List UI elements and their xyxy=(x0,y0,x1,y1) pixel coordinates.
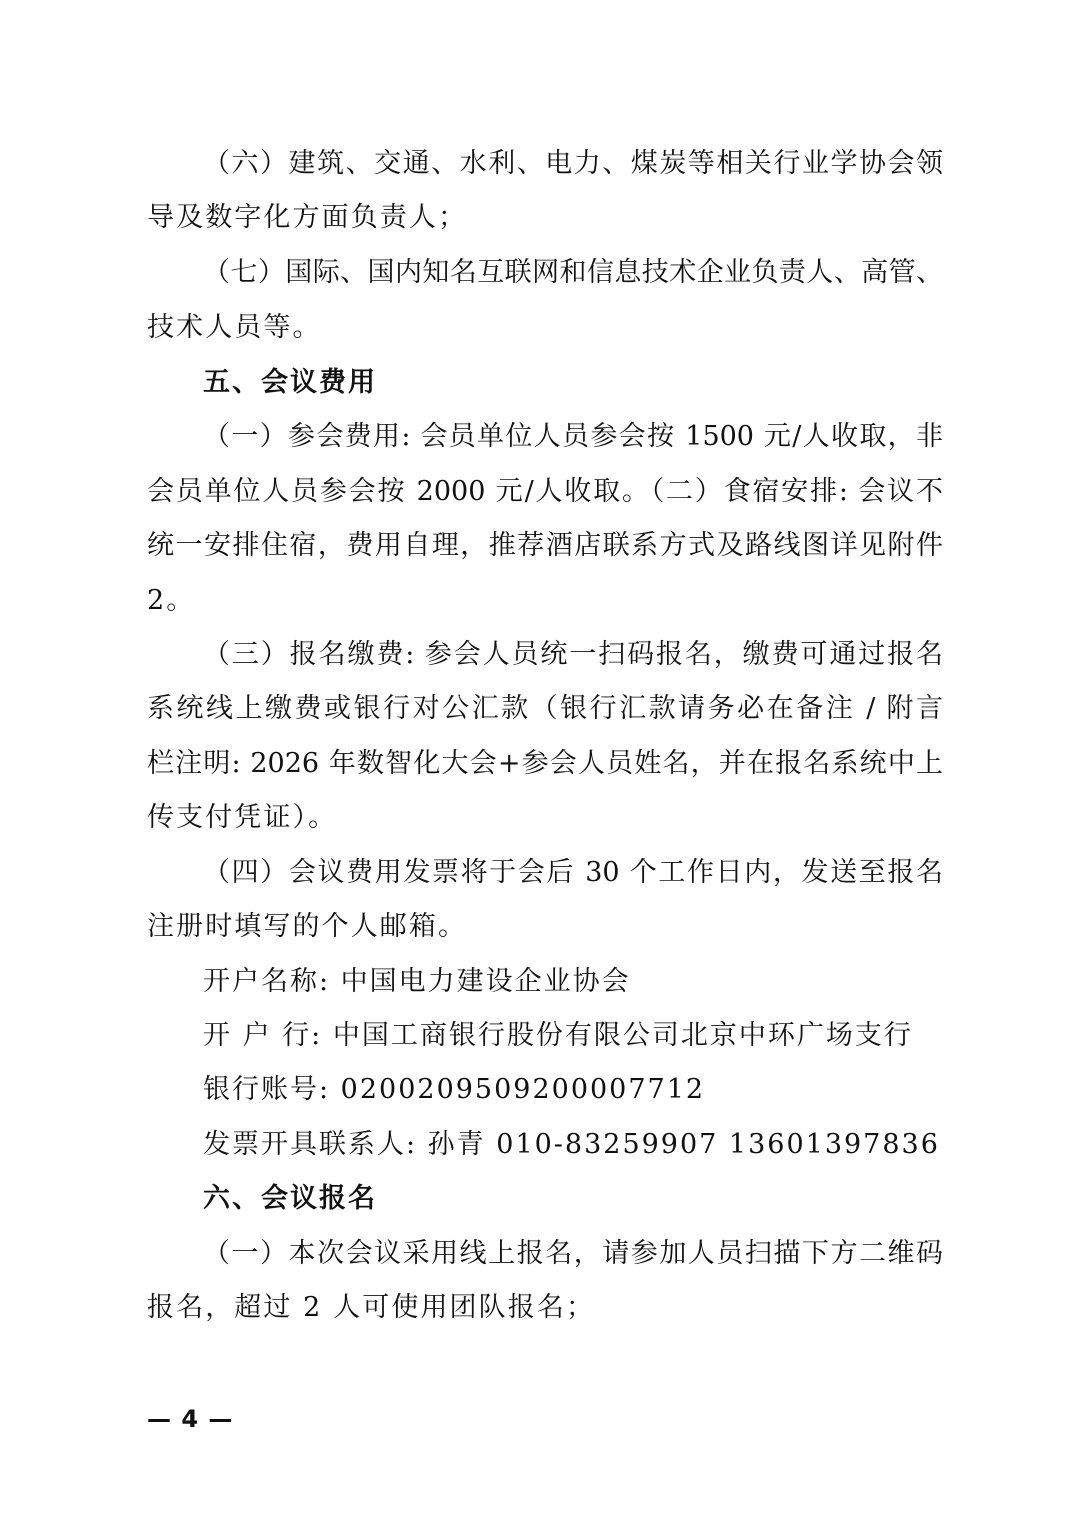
paragraph-line: （七）国际、国内知名互联网和信息技术企业负责人、高管、 xyxy=(203,257,943,288)
bank-branch-line: 开 户 行: 中国工商银行股份有限公司北京中环广场支行 xyxy=(203,1020,913,1051)
page-number: — 4 — xyxy=(147,1405,234,1433)
paragraph-line: （一）本次会议采用线上报名，请参加人员扫描下方二维码 xyxy=(203,1238,943,1269)
paragraph-line: （一）参会费用: 会员单位人员参会按 1500 元/人收取，非 xyxy=(203,421,943,452)
account-name-line: 开户名称: 中国电力建设企业协会 xyxy=(203,966,631,997)
paragraph-line: 2。 xyxy=(147,585,196,616)
paragraph-line: （三）报名缴费: 参会人员统一扫码报名，缴费可通过报名 xyxy=(203,639,943,670)
paragraph-line: 技术人员等。 xyxy=(147,312,322,343)
paragraph-line: （四）会议费用发票将于会后 30 个工作日内，发送至报名 xyxy=(203,857,943,888)
paragraph-line: 系统线上缴费或银行对公汇款（银行汇款请务必在备注 / 附言 xyxy=(147,693,943,724)
paragraph-line: 注册时填写的个人邮箱。 xyxy=(147,911,468,942)
section-heading: 六、会议报名 xyxy=(203,1183,377,1214)
paragraph-line: 传支付凭证）。 xyxy=(147,802,338,833)
paragraph-line: 统一安排住宿，费用自理，推荐酒店联系方式及路线图详见附件 xyxy=(147,530,943,561)
paragraph-line: 会员单位人员参会按 2000 元/人收取。（二）食宿安排: 会议不 xyxy=(147,476,943,507)
bank-account-line: 银行账号: 0200209509200007712 xyxy=(203,1074,706,1105)
invoice-contact-line: 发票开具联系人: 孙青 010-83259907 13601397836 xyxy=(203,1129,940,1160)
paragraph-line: 导及数字化方面负责人； xyxy=(147,202,468,233)
paragraph-line: 报名，超过 2 人可使用团队报名； xyxy=(147,1292,596,1323)
paragraph-line: （六）建筑、交通、水利、电力、煤炭等相关行业学协会领 xyxy=(203,148,943,179)
section-heading: 五、会议费用 xyxy=(203,367,377,398)
paragraph-line: 栏注明: 2026 年数智化大会+参会人员姓名，并在报名系统中上 xyxy=(147,748,943,779)
